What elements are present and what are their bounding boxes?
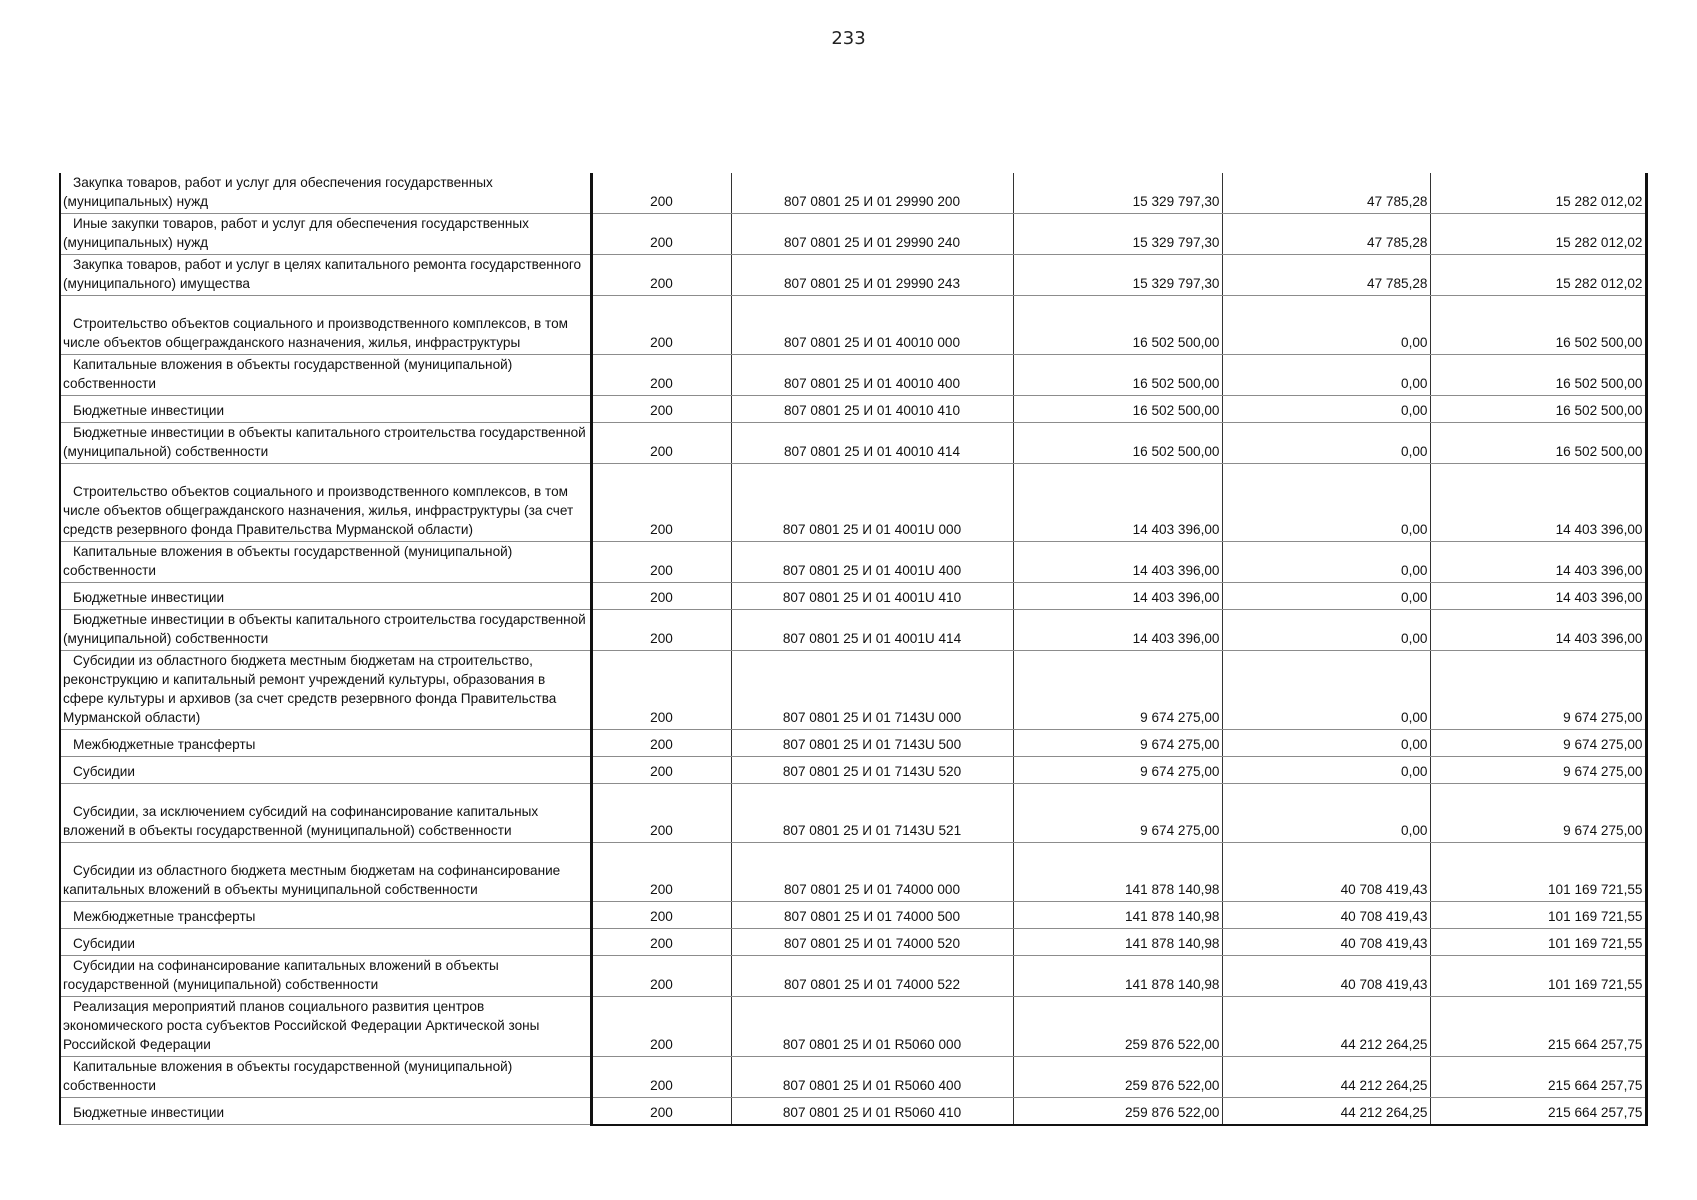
row-code-cell: 200	[591, 173, 731, 214]
row-approved-cell: 14 403 396,00	[1013, 610, 1222, 651]
row-name-cell	[60, 730, 591, 757]
row-name-text: Строительство объектов социального и производственного комплексов, в том числе объектов общегражданского назначения, жилья, инфраструктуры (за счет средств резервного фонда Правительства Мурманской области)	[63, 484, 574, 537]
row-classification-cell: 807 0801 25 И 01 29990 243	[731, 255, 1013, 296]
row-code-cell: 200	[591, 255, 731, 296]
table-row	[60, 1098, 1646, 1125]
row-remaining-cell: 101 169 721,55	[1430, 929, 1646, 956]
row-name-text: Субсидии на софинансирование капитальных вложений в объекты государственной (муниципальной) собственности	[63, 958, 499, 992]
row-executed-cell: 0,00	[1222, 730, 1430, 757]
row-approved-cell: 14 403 396,00	[1013, 464, 1222, 542]
row-approved-cell: 141 878 140,98	[1013, 929, 1222, 956]
table-row	[60, 651, 1646, 730]
row-classification-cell: 807 0801 25 И 01 40010 000	[731, 296, 1013, 355]
row-executed-cell: 44 212 264,25	[1222, 1098, 1430, 1125]
row-code-cell: 200	[591, 355, 731, 396]
table-row	[60, 542, 1646, 583]
row-name-cell	[60, 902, 591, 929]
row-name-cell	[60, 1098, 591, 1125]
row-code-cell: 200	[591, 1098, 731, 1125]
row-approved-cell: 16 502 500,00	[1013, 296, 1222, 355]
row-name-text: Бюджетные инвестиции в объекты капитального строительства государственной (муниципальной) собственности	[63, 425, 586, 459]
row-name-cell	[60, 255, 591, 296]
row-approved-cell: 9 674 275,00	[1013, 784, 1222, 843]
row-code-cell: 200	[591, 464, 731, 542]
row-remaining-cell: 9 674 275,00	[1430, 651, 1646, 730]
table-row	[60, 730, 1646, 757]
row-code-cell: 200	[591, 542, 731, 583]
row-name-cell	[60, 355, 591, 396]
row-code-cell: 200	[591, 757, 731, 784]
row-executed-cell: 0,00	[1222, 296, 1430, 355]
row-name-cell	[60, 396, 591, 423]
row-executed-cell: 40 708 419,43	[1222, 902, 1430, 929]
row-name-cell	[60, 423, 591, 464]
row-name-cell	[60, 464, 591, 542]
row-name-text: Закупка товаров, работ и услуг для обеспечения государственных (муниципальных) нужд	[63, 175, 493, 209]
row-name-text: Капитальные вложения в объекты государственной (муниципальной) собственности	[63, 1059, 513, 1093]
row-name-text: Бюджетные инвестиции	[73, 590, 225, 605]
row-classification-cell: 807 0801 25 И 01 74000 522	[731, 956, 1013, 997]
row-name-cell	[60, 757, 591, 784]
row-name-text: Капитальные вложения в объекты государственной (муниципальной) собственности	[63, 357, 513, 391]
table-row	[60, 296, 1646, 355]
row-executed-cell: 0,00	[1222, 542, 1430, 583]
row-executed-cell: 0,00	[1222, 423, 1430, 464]
table-row	[60, 902, 1646, 929]
row-classification-cell: 807 0801 25 И 01 74000 520	[731, 929, 1013, 956]
row-approved-cell: 259 876 522,00	[1013, 1098, 1222, 1125]
row-remaining-cell: 15 282 012,02	[1430, 214, 1646, 255]
row-approved-cell: 141 878 140,98	[1013, 843, 1222, 902]
row-executed-cell: 0,00	[1222, 651, 1430, 730]
row-name-text: Межбюджетные трансферты	[73, 737, 256, 752]
row-code-cell: 200	[591, 902, 731, 929]
table-row	[60, 997, 1646, 1057]
row-approved-cell: 16 502 500,00	[1013, 355, 1222, 396]
row-executed-cell: 40 708 419,43	[1222, 956, 1430, 997]
row-executed-cell: 0,00	[1222, 784, 1430, 843]
row-code-cell: 200	[591, 423, 731, 464]
row-classification-cell: 807 0801 25 И 01 7143U 000	[731, 651, 1013, 730]
row-approved-cell: 15 329 797,30	[1013, 255, 1222, 296]
row-name-text: Иные закупки товаров, работ и услуг для обеспечения государственных (муниципальных) нужд	[63, 216, 529, 250]
row-code-cell: 200	[591, 583, 731, 610]
row-name-cell	[60, 956, 591, 997]
row-code-cell: 200	[591, 730, 731, 757]
row-name-text: Субсидии	[73, 936, 135, 951]
table-row	[60, 464, 1646, 542]
row-remaining-cell: 15 282 012,02	[1430, 255, 1646, 296]
row-classification-cell: 807 0801 25 И 01 29990 240	[731, 214, 1013, 255]
table-row	[60, 255, 1646, 296]
budget-table-body	[60, 173, 1646, 1125]
row-code-cell: 200	[591, 929, 731, 956]
row-remaining-cell: 101 169 721,55	[1430, 902, 1646, 929]
row-name-text: Бюджетные инвестиции	[73, 1105, 225, 1120]
row-code-cell: 200	[591, 843, 731, 902]
row-remaining-cell: 16 502 500,00	[1430, 355, 1646, 396]
row-classification-cell: 807 0801 25 И 01 4001U 400	[731, 542, 1013, 583]
row-name-cell	[60, 843, 591, 902]
table-row	[60, 173, 1646, 214]
row-classification-cell: 807 0801 25 И 01 74000 000	[731, 843, 1013, 902]
row-executed-cell: 44 212 264,25	[1222, 997, 1430, 1057]
row-name-cell	[60, 173, 591, 214]
row-classification-cell: 807 0801 25 И 01 R5060 000	[731, 997, 1013, 1057]
row-name-cell	[60, 784, 591, 843]
row-remaining-cell: 9 674 275,00	[1430, 757, 1646, 784]
row-name-cell	[60, 214, 591, 255]
row-classification-cell: 807 0801 25 И 01 7143U 521	[731, 784, 1013, 843]
table-row	[60, 843, 1646, 902]
table-row	[60, 1057, 1646, 1098]
row-executed-cell: 0,00	[1222, 355, 1430, 396]
row-name-text: Бюджетные инвестиции в объекты капитального строительства государственной (муниципальной) собственности	[63, 612, 586, 646]
table-row	[60, 929, 1646, 956]
page-number: 233	[831, 28, 866, 49]
row-remaining-cell: 16 502 500,00	[1430, 423, 1646, 464]
row-name-text: Субсидии из областного бюджета местным бюджетам на софинансирование капитальных вложений в объекты муниципальной собственности	[63, 863, 561, 897]
row-code-cell: 200	[591, 396, 731, 423]
row-code-cell: 200	[591, 296, 731, 355]
budget-table-container	[59, 173, 1645, 1126]
row-name-text: Закупка товаров, работ и услуг в целях капитального ремонта государственного (муниципального) имущества	[63, 257, 582, 291]
row-remaining-cell: 14 403 396,00	[1430, 464, 1646, 542]
row-name-text: Реализация мероприятий планов социального развития центров экономического роста субъектов Российской Федерации Арктической зоны Российской Федерации	[63, 999, 540, 1052]
row-classification-cell: 807 0801 25 И 01 74000 500	[731, 902, 1013, 929]
table-row	[60, 396, 1646, 423]
row-classification-cell: 807 0801 25 И 01 40010 414	[731, 423, 1013, 464]
row-name-text: Капитальные вложения в объекты государственной (муниципальной) собственности	[63, 544, 513, 578]
row-name-cell	[60, 1057, 591, 1098]
row-code-cell: 200	[591, 784, 731, 843]
table-row	[60, 784, 1646, 843]
row-executed-cell: 0,00	[1222, 757, 1430, 784]
row-classification-cell: 807 0801 25 И 01 7143U 500	[731, 730, 1013, 757]
budget-table	[59, 173, 1648, 1126]
row-name-cell	[60, 583, 591, 610]
table-row	[60, 214, 1646, 255]
row-executed-cell: 47 785,28	[1222, 255, 1430, 296]
row-classification-cell: 807 0801 25 И 01 40010 410	[731, 396, 1013, 423]
row-remaining-cell: 9 674 275,00	[1430, 730, 1646, 757]
row-remaining-cell: 215 664 257,75	[1430, 997, 1646, 1057]
row-name-cell	[60, 997, 591, 1057]
row-code-cell: 200	[591, 610, 731, 651]
table-row	[60, 956, 1646, 997]
row-approved-cell: 259 876 522,00	[1013, 1057, 1222, 1098]
row-name-cell	[60, 929, 591, 956]
row-executed-cell: 0,00	[1222, 610, 1430, 651]
row-approved-cell: 15 329 797,30	[1013, 173, 1222, 214]
row-code-cell: 200	[591, 1057, 731, 1098]
row-approved-cell: 259 876 522,00	[1013, 997, 1222, 1057]
row-name-cell	[60, 651, 591, 730]
row-approved-cell: 15 329 797,30	[1013, 214, 1222, 255]
row-name-text: Субсидии	[73, 764, 135, 779]
row-executed-cell: 0,00	[1222, 583, 1430, 610]
row-executed-cell: 0,00	[1222, 396, 1430, 423]
row-executed-cell: 40 708 419,43	[1222, 929, 1430, 956]
row-approved-cell: 141 878 140,98	[1013, 902, 1222, 929]
row-executed-cell: 44 212 264,25	[1222, 1057, 1430, 1098]
row-remaining-cell: 16 502 500,00	[1430, 396, 1646, 423]
row-remaining-cell: 14 403 396,00	[1430, 610, 1646, 651]
row-remaining-cell: 215 664 257,75	[1430, 1098, 1646, 1125]
row-classification-cell: 807 0801 25 И 01 R5060 400	[731, 1057, 1013, 1098]
row-remaining-cell: 215 664 257,75	[1430, 1057, 1646, 1098]
table-row	[60, 583, 1646, 610]
row-code-cell: 200	[591, 956, 731, 997]
row-executed-cell: 47 785,28	[1222, 173, 1430, 214]
row-name-text: Межбюджетные трансферты	[73, 909, 256, 924]
row-name-text: Бюджетные инвестиции	[73, 403, 225, 418]
row-code-cell: 200	[591, 997, 731, 1057]
row-remaining-cell: 101 169 721,55	[1430, 956, 1646, 997]
row-classification-cell: 807 0801 25 И 01 4001U 414	[731, 610, 1013, 651]
row-remaining-cell: 16 502 500,00	[1430, 296, 1646, 355]
row-code-cell: 200	[591, 651, 731, 730]
row-classification-cell: 807 0801 25 И 01 R5060 410	[731, 1098, 1013, 1125]
row-classification-cell: 807 0801 25 И 01 40010 400	[731, 355, 1013, 396]
row-executed-cell: 0,00	[1222, 464, 1430, 542]
row-remaining-cell: 9 674 275,00	[1430, 784, 1646, 843]
row-approved-cell: 9 674 275,00	[1013, 757, 1222, 784]
row-classification-cell: 807 0801 25 И 01 7143U 520	[731, 757, 1013, 784]
row-name-cell	[60, 296, 591, 355]
row-remaining-cell: 15 282 012,02	[1430, 173, 1646, 214]
row-remaining-cell: 101 169 721,55	[1430, 843, 1646, 902]
row-classification-cell: 807 0801 25 И 01 4001U 000	[731, 464, 1013, 542]
row-name-text: Субсидии из областного бюджета местным бюджетам на строительство, реконструкцию и капитальный ремонт учреждений культуры, образования в сфере культуры и архивов (за счет средств резервного фонда Правительства Мурманской области)	[63, 653, 557, 725]
table-row	[60, 355, 1646, 396]
row-name-cell	[60, 610, 591, 651]
row-name-text: Строительство объектов социального и производственного комплексов, в том числе объектов общегражданского назначения, жилья, инфраструктуры	[63, 316, 568, 350]
table-row	[60, 610, 1646, 651]
row-approved-cell: 14 403 396,00	[1013, 583, 1222, 610]
row-approved-cell: 16 502 500,00	[1013, 423, 1222, 464]
row-classification-cell: 807 0801 25 И 01 4001U 410	[731, 583, 1013, 610]
row-approved-cell: 16 502 500,00	[1013, 396, 1222, 423]
row-code-cell: 200	[591, 214, 731, 255]
row-approved-cell: 14 403 396,00	[1013, 542, 1222, 583]
row-approved-cell: 9 674 275,00	[1013, 651, 1222, 730]
table-row	[60, 757, 1646, 784]
row-classification-cell: 807 0801 25 И 01 29990 200	[731, 173, 1013, 214]
row-executed-cell: 40 708 419,43	[1222, 843, 1430, 902]
table-row	[60, 423, 1646, 464]
row-remaining-cell: 14 403 396,00	[1430, 542, 1646, 583]
row-approved-cell: 141 878 140,98	[1013, 956, 1222, 997]
row-approved-cell: 9 674 275,00	[1013, 730, 1222, 757]
row-executed-cell: 47 785,28	[1222, 214, 1430, 255]
row-remaining-cell: 14 403 396,00	[1430, 583, 1646, 610]
row-name-cell	[60, 542, 591, 583]
row-name-text: Субсидии, за исключением субсидий на софинансирование капитальных вложений в объекты государственной (муниципальной) собственности	[63, 804, 539, 838]
